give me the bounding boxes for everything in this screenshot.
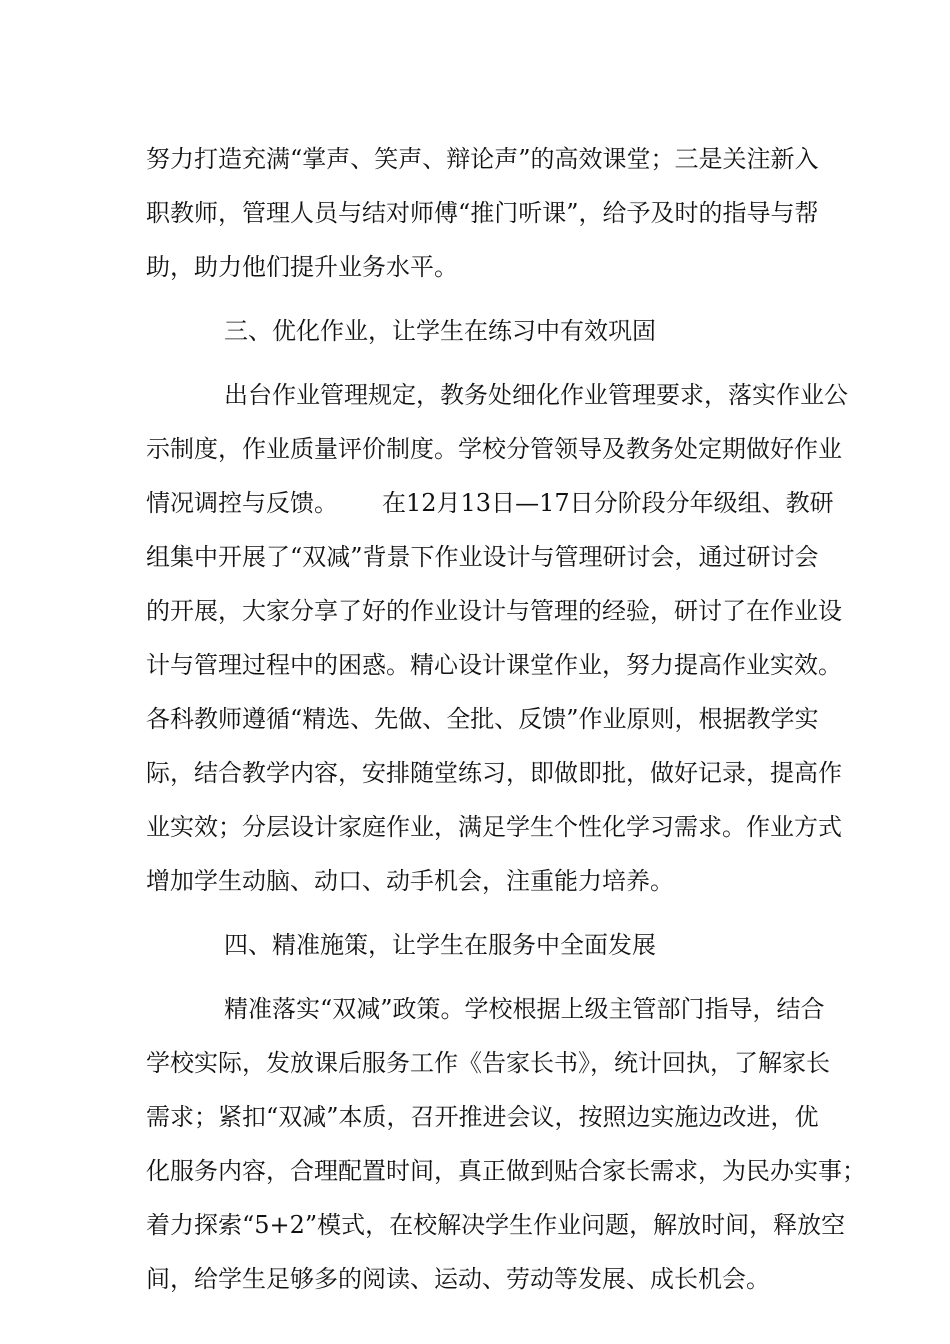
text-line: 的开展，大家分享了好的作业设计与管理的经验，研讨了在作业设 — [146, 597, 842, 625]
text-line: 精准落实“双减”政策。学校根据上级主管部门指导，结合 — [224, 995, 825, 1023]
text-line — [146, 476, 834, 530]
text-line: 着力探索“5+2”模式，在校解决学生作业问题，解放时间，释放空 — [146, 1211, 846, 1239]
section-3-paragraph — [146, 368, 848, 908]
text-segment: 情况调控与反馈。 — [146, 489, 338, 517]
section-heading-3: 三、优化作业，让学生在练习中有效巩固 — [224, 317, 656, 345]
text-line: 职教师，管理人员与结对师傅“推门听课”，给予及时的指导与帮 — [146, 199, 819, 227]
text-line: 化服务内容，合理配置时间，真正做到贴合家长需求，为民办实事； — [146, 1157, 866, 1185]
text-line: 计与管理过程中的困惑。精心设计课堂作业，努力提高作业实效。 — [146, 651, 842, 679]
text-line: 示制度，作业质量评价制度。学校分管领导及教务处定期做好作业 — [146, 435, 842, 463]
text-line: 际，结合教学内容，安排随堂练习，即做即批，做好记录，提高作 — [146, 759, 842, 787]
text-line: 助，助力他们提升业务水平。 — [146, 253, 458, 281]
text-line: 业实效；分层设计家庭作业，满足学生个性化学习需求。作业方式 — [146, 813, 842, 841]
text-line: 需求；紧扣“双减”本质，召开推进会议，按照边实施边改进，优 — [146, 1103, 819, 1131]
text-segment: 在12月13日—17日分阶段分年级组、教研 — [382, 489, 834, 517]
text-line: 各科教师遵循“精选、先做、全批、反馈”作业原则，根据教学实 — [146, 705, 819, 733]
text-line: 组集中开展了“双减”背景下作业设计与管理研讨会，通过研讨会 — [146, 543, 819, 571]
document-body — [146, 132, 866, 1306]
section-heading-4: 四、精准施策，让学生在服务中全面发展 — [224, 931, 656, 959]
paragraph-continuation — [146, 132, 819, 294]
section-4-paragraph — [146, 982, 866, 1306]
text-line: 努力打造充满“掌声、笑声、辩论声”的高效课堂；三是关注新入 — [146, 145, 819, 173]
text-line: 间，给学生足够多的阅读、运动、劳动等发展、成长机会。 — [146, 1265, 770, 1293]
text-line: 出台作业管理规定，教务处细化作业管理要求，落实作业公 — [224, 381, 848, 409]
text-line: 学校实际，发放课后服务工作《告家长书》，统计回执，了解家长 — [146, 1049, 830, 1077]
text-line: 增加学生动脑、动口、动手机会，注重能力培养。 — [146, 867, 674, 895]
